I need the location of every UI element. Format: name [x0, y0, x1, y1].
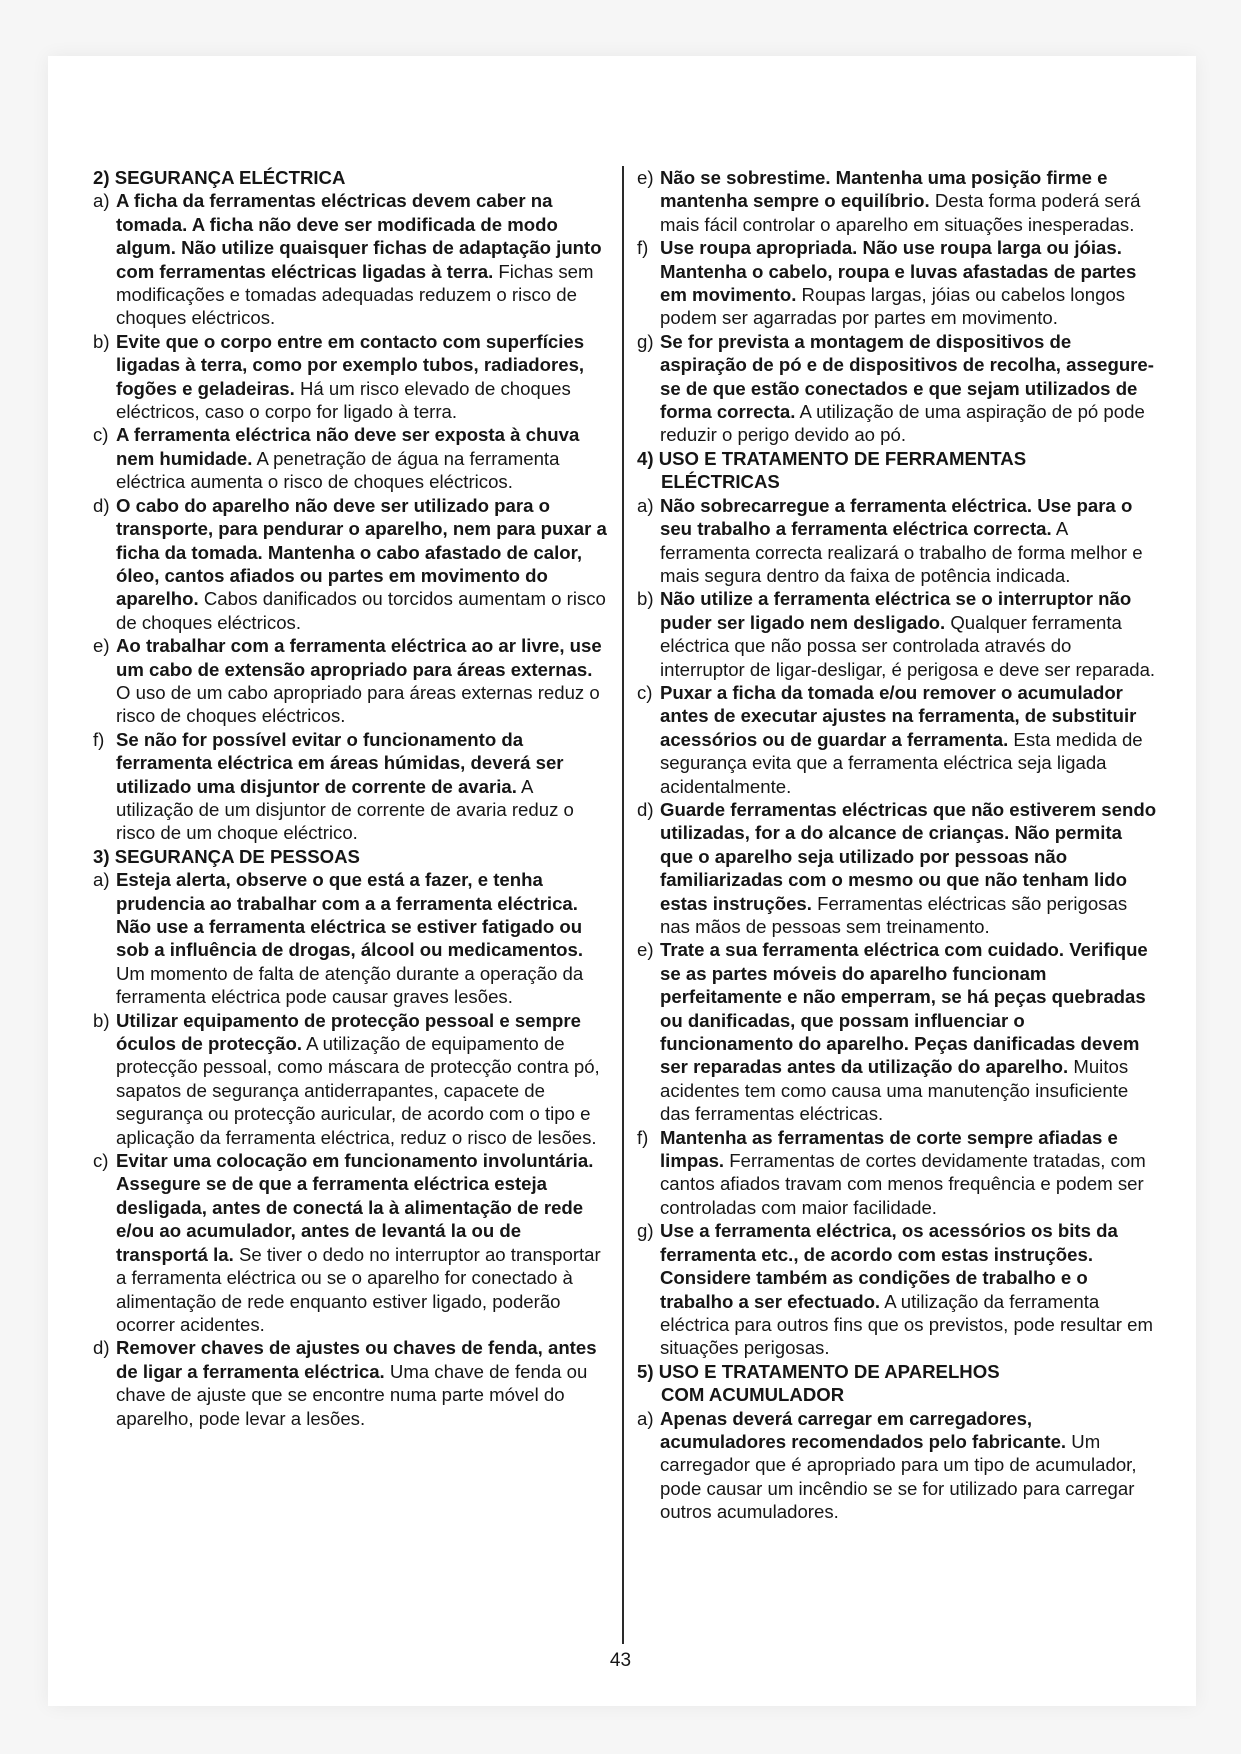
list-item: [93, 1336, 607, 1430]
list-item-text: [116, 189, 607, 329]
list-item: [93, 494, 607, 634]
instruction-explanation: Se tiver o dedo no interruptor ao transportar a ferramenta eléctrica ou se o aparelho for conectado à alimentação de rede enquanto estiver ligado, poderão ocorrer acidentes.: [116, 1243, 601, 1335]
list-item: [93, 423, 607, 493]
instruction-explanation: Há um risco elevado de choques eléctricos, caso o corpo for ligado à terra.: [116, 377, 571, 423]
list-item: [637, 587, 1157, 681]
list-item-text: [116, 1336, 607, 1430]
list-marker: e): [637, 939, 654, 961]
instruction-bold: Não utilize a ferramenta eléctrica se o interruptor não puder ser ligado nem desligado.: [660, 588, 1132, 633]
instruction-bold: A ferramenta eléctrica não deve ser exposta à chuva nem humidade.: [116, 424, 580, 469]
instruction-explanation: Fichas sem modificações e tomadas adequadas reduzem o risco de choques eléctricos.: [116, 260, 594, 329]
list-item-text: [116, 494, 607, 634]
instruction-explanation: A utilização de equipamento de protecção pessoal, como máscara de protecção contra pó, sapatos de segurança antiderrapantes, capacete de segurança ou protecção auricular, de acordo com o tipo e aplicação da ferramenta eléctrica, reduz o risco de lesões.: [116, 1033, 600, 1148]
page-number: 43: [609, 1650, 632, 1671]
list-item-text: [660, 236, 1157, 330]
list-item: [637, 1126, 1157, 1220]
section-heading-line: 5) USO E TRATAMENTO DE APARELHOS: [637, 1360, 1000, 1382]
list-item-text: [116, 728, 607, 845]
list-marker: c): [93, 1150, 109, 1172]
instruction-bold: Se não for possível evitar o funcionamento da ferramenta eléctrica em áreas húmidas, deverá ser utilizado uma disjuntor de corrente de avaria.: [116, 728, 564, 797]
section-heading-line: 4) USO E TRATAMENTO DE FERRAMENTAS: [637, 447, 1027, 469]
list-marker: e): [637, 167, 654, 188]
instruction-explanation: A ferramenta correcta realizará o trabalho de forma melhor e mais segura dentro da faixa de potência indicada.: [660, 518, 1143, 586]
list-item: [637, 236, 1157, 330]
instruction-explanation: A utilização de um disjuntor de corrente de avaria reduz o risco de um choque eléctrico.: [116, 775, 574, 844]
instruction-explanation: Ferramentas de cortes devidamente tratadas, com cantos afiados travam com menos frequência e podem ser controladas com maior facilidade.: [660, 1150, 1146, 1218]
instruction-bold: A ficha da ferramentas eléctricas devem caber na tomada. A ficha não deve ser modificada de modo algum. Não utilize quaisquer fichas de adaptação junto com ferramentas eléctricas ligadas à terra.: [116, 190, 602, 282]
instruction-bold: Esteja alerta, observe o que está a fazer, e tenha prudencia ao trabalhar com a a ferramenta eléctrica. Não use a ferramenta eléctrica se estiver fatigado ou sob a influência de drogas, álcool ou medicamentos.: [116, 869, 584, 961]
list-marker: c): [637, 681, 653, 703]
list-marker: a): [637, 494, 654, 516]
list-item-text: [116, 1149, 607, 1336]
instruction-bold: Não sobrecarregue a ferramenta eléctrica. Use para o seu trabalho a ferramenta eléctrica correcta.: [660, 494, 1133, 540]
section-heading-line: ELÉCTRICAS: [661, 471, 780, 493]
instruction-bold: Utilizar equipamento de protecção pessoal e sempre óculos de protecção.: [116, 1009, 581, 1055]
list-item-text: [116, 330, 607, 424]
list-item-text: [660, 1219, 1157, 1359]
list-marker: b): [637, 588, 654, 610]
list-item-text: [116, 423, 607, 493]
list-item: [93, 330, 607, 424]
instruction-explanation: A utilização de uma aspiração de pó pode reduzir o perigo devido ao pó.: [660, 401, 1145, 446]
instruction-bold: Trate a sua ferramenta eléctrica com cuidado. Verifique se as partes móveis do aparelho funcionam perfeitamente e não emperram, se há peças quebradas ou danificadas, que possam influenciar o funcionamento do aparelho. Peças danificadas devem ser reparadas antes da utilização do aparelho.: [660, 939, 1148, 1078]
list-item: [637, 330, 1157, 447]
left-column: [93, 166, 607, 1430]
list-marker: d): [93, 1337, 110, 1359]
list-item: [93, 1009, 607, 1149]
instruction-explanation: Qualquer ferramenta eléctrica que não possa ser controlada através do interruptor de ligar-desligar, é perigosa e deve ser reparada.: [660, 611, 1156, 680]
list-item-text: [660, 166, 1157, 236]
instruction-explanation: A penetração de água na ferramenta eléctrica aumenta o risco de choques eléctricos.: [116, 447, 560, 493]
list-marker: e): [93, 635, 110, 657]
instruction-explanation: Cabos danificados ou torcidos aumentam o risco de choques eléctricos.: [116, 588, 606, 633]
list-item: [93, 189, 607, 329]
instruction-bold: Remover chaves de ajustes ou chaves de fenda, antes de ligar a ferramenta eléctrica.: [116, 1337, 597, 1382]
list-marker: f): [637, 237, 649, 259]
instruction-explanation: Ferramentas eléctricas são perigosas nas mãos de pessoas sem treinamento.: [660, 892, 1128, 937]
list-item-text: [660, 1126, 1157, 1220]
section-heading: 2) SEGURANÇA ELÉCTRICA: [93, 167, 346, 188]
instruction-explanation: O uso de um cabo apropriado para áreas externas reduz o risco de choques eléctricos.: [116, 681, 600, 727]
list-item-text: [660, 330, 1157, 447]
list-item: [93, 1149, 607, 1336]
list-marker: a): [637, 1407, 654, 1429]
instruction-bold: Guarde ferramentas eléctricas que não estiverem sendo utilizadas, for a do alcance de crianças. Não permita que o aparelho seja utilizado por pessoas não familiarizadas com o mesmo ou que não tenham lido estas instruções.: [660, 798, 1157, 914]
instruction-explanation: Muitos acidentes tem como causa uma manutenção insuficiente das ferramentas eléctricas.: [660, 1056, 1129, 1125]
list-marker: b): [93, 330, 110, 352]
list-item: [637, 166, 1157, 236]
section-heading: 3) SEGURANÇA DE PESSOAS: [93, 845, 360, 867]
list-item: [637, 798, 1157, 938]
list-item: [637, 938, 1157, 1125]
instruction-bold: Puxar a ficha da tomada e/ou remover o acumulador antes de executar ajustes na ferramenta, de substituir acessórios ou de guardar a ferramenta.: [660, 681, 1137, 750]
instruction-bold: Apenas deverá carregar em carregadores, acumuladores recomendados pelo fabricante.: [660, 1407, 1067, 1452]
list-item-text: [116, 1009, 607, 1149]
instruction-explanation: Esta medida de segurança evita que a ferramenta eléctrica seja ligada acidentalmente.: [660, 728, 1143, 797]
section-heading: [637, 447, 1157, 494]
instruction-explanation: Desta forma poderá será mais fácil controlar o aparelho em situações inesperadas.: [660, 190, 1141, 235]
instruction-explanation: Roupas largas, jóias ou cabelos longos podem ser agarradas por partes em movimento.: [660, 284, 1126, 329]
instruction-bold: Ao trabalhar com a ferramenta eléctrica ao ar livre, use um cabo de extensão apropriado para áreas externas.: [116, 635, 602, 680]
instruction-explanation: Uma chave de fenda ou chave de ajuste que se encontre numa parte móvel do aparelho, pode levar a lesões.: [116, 1360, 588, 1429]
list-item: [637, 1407, 1157, 1524]
list-marker: c): [93, 424, 109, 446]
list-marker: b): [93, 1009, 110, 1031]
list-item-text: [660, 587, 1157, 681]
list-item-text: [660, 494, 1157, 588]
list-marker: d): [93, 494, 110, 516]
instruction-explanation: A utilização da ferramenta eléctrica para outros fins que os previstos, pode resultar em situações perigosas.: [660, 1290, 1153, 1359]
list-item: [637, 494, 1157, 588]
list-item-text: [660, 938, 1157, 1125]
instruction-bold: Use a ferramenta eléctrica, os acessórios os bits da ferramenta etc., de acordo com estas instruções. Considere também as condições de trabalho e o trabalho a ser efectuado.: [660, 1220, 1118, 1312]
instruction-explanation: Um momento de falta de atenção durante a operação da ferramenta eléctrica pode causar graves lesões.: [116, 962, 584, 1008]
list-marker: f): [637, 1126, 649, 1148]
list-item: [637, 681, 1157, 798]
section-heading-line: COM ACUMULADOR: [661, 1384, 845, 1406]
list-marker: d): [637, 798, 654, 820]
instruction-explanation: Um carregador que é apropriado para um tipo de acumulador, pode causar um incêndio se se for utilizado para carregar outros acumuladores.: [660, 1430, 1137, 1523]
section-heading: [637, 1360, 1157, 1407]
instruction-bold: Evite que o corpo entre em contacto com superfícies ligadas à terra, como por exemplo tubos, radiadores, fogões e geladeiras.: [116, 330, 585, 399]
instruction-bold: Mantenha as ferramentas de corte sempre afiadas e limpas.: [660, 1126, 1118, 1172]
list-item-text: [660, 798, 1157, 938]
list-marker: g): [637, 1220, 654, 1242]
list-item-text: [116, 868, 607, 1008]
instruction-bold: Use roupa apropriada. Não use roupa larga ou jóias. Mantenha o cabelo, roupa e luvas afastadas de partes em movimento.: [660, 237, 1137, 306]
list-item: [93, 728, 607, 845]
column-divider: [622, 166, 624, 1644]
instruction-bold: Se for prevista a montagem de dispositivos de aspiração de pó e de dispositivos de recolha, assegure-se de que estão conectados e que sejam utilizados de forma correcta.: [660, 330, 1154, 423]
list-item: [637, 1219, 1157, 1359]
list-marker: f): [93, 728, 105, 750]
list-marker: g): [637, 330, 654, 352]
instruction-bold: O cabo do aparelho não deve ser utilizado para o transporte, para pendurar o aparelho, nem para puxar a ficha da tomada. Mantenha o cabo afastado de calor, óleo, cantos afiados ou partes em movimento do aparelho.: [116, 494, 607, 610]
list-marker: a): [93, 190, 110, 212]
list-item: [93, 634, 607, 728]
instruction-bold: Evitar uma colocação em funcionamento involuntária. Assegure se de que a ferramenta eléctrica esteja desligada, antes de conectá la à alimentação de rede e/ou ao acumulador, antes de levantá la ou de transportá la.: [116, 1150, 594, 1265]
list-item-text: [660, 1407, 1157, 1524]
list-item: [93, 868, 607, 1008]
list-item-text: [116, 634, 607, 728]
instruction-bold: Não se sobrestime. Mantenha uma posição firme e mantenha sempre o equilíbrio.: [660, 167, 1108, 212]
right-column: [637, 166, 1157, 1524]
list-marker: a): [93, 869, 110, 891]
list-item-text: [660, 681, 1157, 798]
